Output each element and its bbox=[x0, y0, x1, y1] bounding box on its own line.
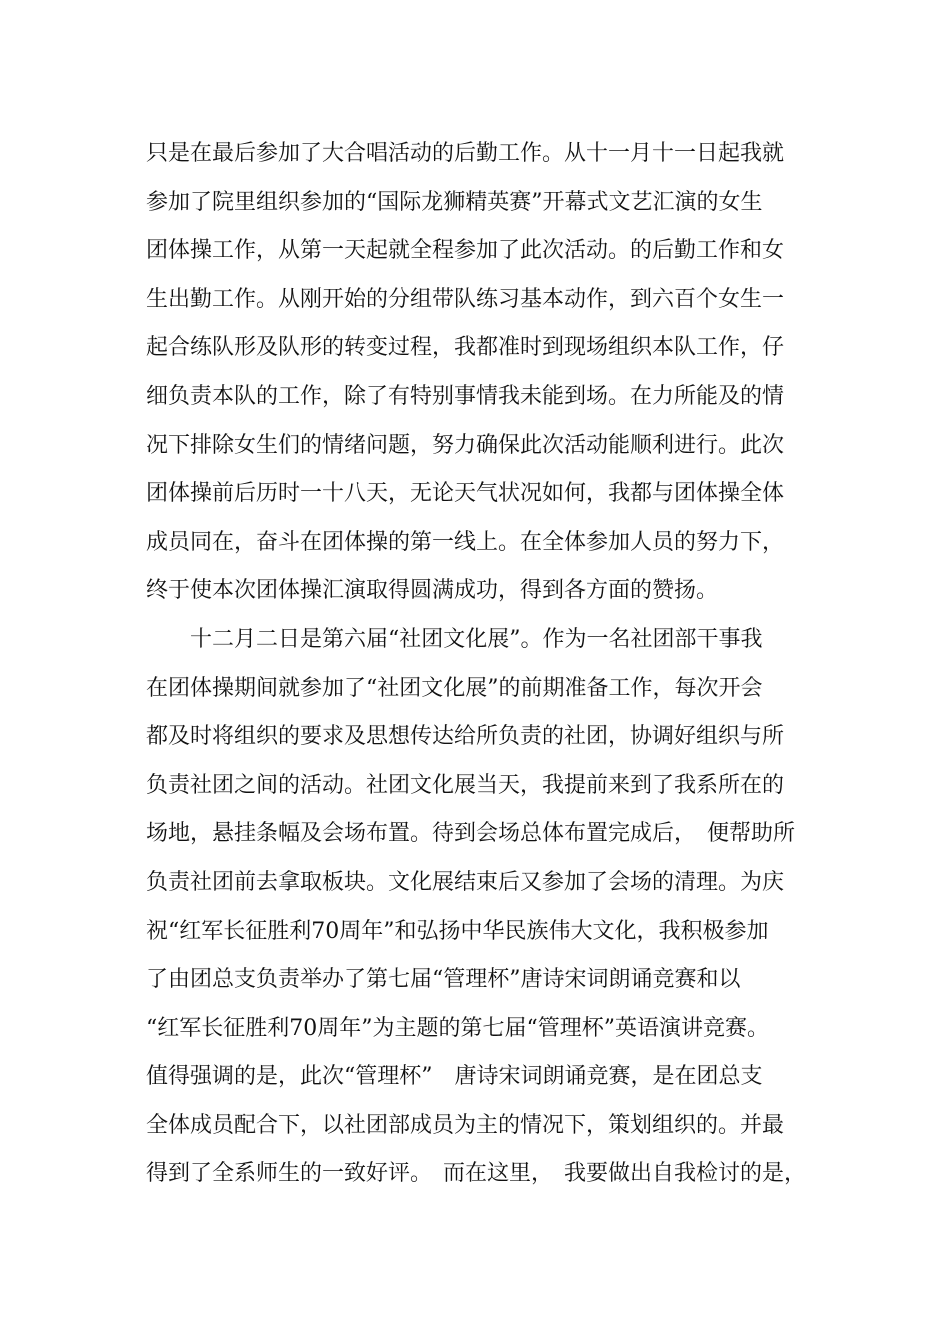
text-line: 团体操工作，从第一天起就全程参加了此次活动。的后勤工作和女 bbox=[146, 238, 785, 264]
text-line: 团体操前后历时一十八天，无论天气状况如何，我都与团体操全体 bbox=[146, 481, 785, 507]
text-line: 只是在最后参加了大合唱活动的后勤工作。从十一月十一日起我就 bbox=[146, 141, 785, 166]
text-line: 全体成员配合下，以社团部成员为主的情况下，策划组织的。并最 bbox=[146, 1112, 785, 1138]
text-line: 祝“红军长征胜利70周年”和弘扬中华民族伟大文化，我积极参加 bbox=[146, 918, 769, 944]
text-line: 了由团总支负责举办了第七届“管理杯”唐诗宋词朗诵竞赛和以 bbox=[146, 967, 741, 993]
text-line: 负责社团前去拿取板块。文化展结束后又参加了会场的清理。为庆 bbox=[146, 869, 785, 895]
text-line: 十二月二日是第六届“社团文化展”。作为一名社团部干事我 bbox=[146, 626, 763, 652]
text-line: 得到了全系师生的一致好评。 而在这里， 我要做出自我检讨的是， bbox=[146, 1161, 807, 1187]
text-line: 成员同在，奋斗在团体操的第一线上。在全体参加人员的努力下， bbox=[146, 529, 785, 555]
text-line: 场地，悬挂条幅及会场布置。待到会场总体布置完成后， 便帮助所 bbox=[146, 821, 796, 847]
body-text bbox=[146, 130, 826, 1199]
text-line: 起合练队形及队形的转变过程，我都准时到现场组织本队工作，仔 bbox=[146, 335, 785, 361]
text-line: “红军长征胜利70周年”为主题的第七届“管理杯”英语演讲竞赛。 bbox=[146, 1015, 769, 1041]
text-line: 负责社团之间的活动。社团文化展当天，我提前来到了我系所在的 bbox=[146, 772, 785, 798]
text-line: 在团体操期间就参加了“社团文化展”的前期准备工作，每次开会 bbox=[146, 675, 763, 701]
text-line: 参加了院里组织参加的“国际龙狮精英赛”开幕式文艺汇演的女生 bbox=[146, 189, 763, 215]
text-line: 况下排除女生们的情绪问题，努力确保此次活动能顺利进行。此次 bbox=[146, 432, 785, 458]
text-line: 终于使本次团体操汇演取得圆满成功，得到各方面的赞扬。 bbox=[146, 578, 719, 604]
text-line: 都及时将组织的要求及思想传达给所负责的社团，协调好组织与所 bbox=[146, 724, 785, 750]
text-line: 生出勤工作。从刚开始的分组带队练习基本动作，到六百个女生一 bbox=[146, 286, 785, 312]
text-line: 细负责本队的工作，除了有特别事情我未能到场。在力所能及的情 bbox=[146, 383, 785, 409]
text-line: 值得强调的是，此次“管理杯” 唐诗宋词朗诵竞赛，是在团总支 bbox=[146, 1064, 763, 1090]
